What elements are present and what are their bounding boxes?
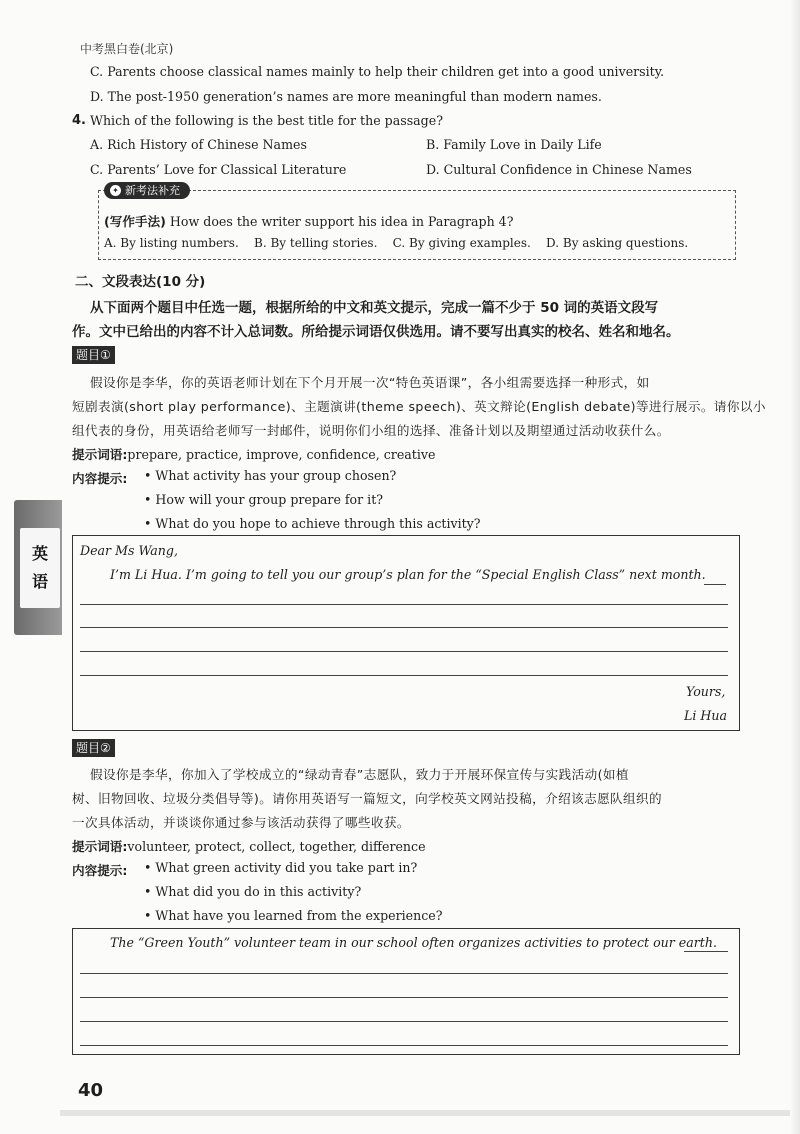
q4-stem: Which of the following is the best title for the passage?: [90, 113, 443, 128]
topic2-para-2: 树、旧物回收、垃圾分类倡导等)。请你用英语写一篇短文，向学校英文网站投稿，介绍该志愿队组织的: [72, 791, 663, 806]
answer-line[interactable]: [684, 951, 728, 952]
q4-option-d: D. Cultural Confidence in Chinese Names: [426, 162, 692, 177]
letter-signature: Li Hua: [684, 708, 727, 723]
answer-line[interactable]: [80, 675, 728, 676]
q4-option-b: B. Family Love in Daily Life: [426, 137, 602, 152]
bottom-edge: [60, 1110, 800, 1116]
topic1-bullet-3: • What do you hope to achieve through this activity?: [144, 516, 481, 531]
topic2-words-label: 提示词语:: [72, 839, 128, 854]
side-tab-label: 英语: [31, 544, 48, 591]
letter-closing: Yours,: [686, 684, 726, 699]
topic2-badge: 题目②: [72, 739, 115, 757]
technique-label: (写作手法): [104, 214, 166, 229]
supplement-options: A. By listing numbers. B. By telling stories. C. By giving examples. D. By asking questions.: [104, 236, 689, 250]
q4-option-c: C. Parents’ Love for Classical Literature: [90, 162, 347, 177]
answer-line[interactable]: [80, 1021, 728, 1022]
answer-line[interactable]: [704, 584, 726, 585]
topic1-words-label: 提示词语:: [72, 447, 128, 462]
topic1-para-3: 组代表的身份，用英语给老师写一封邮件，说明你们小组的选择、准备计划以及期望通过活动收获什么。: [72, 423, 670, 438]
topic2-words: volunteer, protect, collect, together, difference: [127, 839, 426, 854]
page-number: 40: [78, 1080, 104, 1101]
answer-line[interactable]: [80, 1045, 728, 1046]
supplement-question: [104, 211, 513, 230]
q3-option-c: C. Parents choose classical names mainly to help their children get into a good university.: [90, 64, 665, 79]
topic1-writing-box[interactable]: [72, 535, 740, 731]
topic1-para-1: 假设你是李华，你的英语老师计划在下个月开展一次“特色英语课”，各小组需要选择一种形式，如: [90, 375, 650, 390]
topic2-content-label: 内容提示:: [72, 863, 128, 878]
q4-option-a: A. Rich History of Chinese Names: [90, 137, 307, 152]
answer-line[interactable]: [80, 627, 728, 628]
letter-salutation: Dear Ms Wang,: [80, 543, 178, 558]
topic1-bullet-1: • What activity has your group chosen?: [144, 468, 397, 483]
answer-line[interactable]: [80, 973, 728, 974]
topic1-badge: 题目①: [72, 346, 115, 364]
badge-icon: ✦: [110, 185, 121, 196]
topic1-bullet-2: • How will your group prepare for it?: [144, 492, 384, 507]
section-instruction-2: 作。文中已给出的内容不计入总词数。所给提示词语仅供选用。请不要写出真实的校名、姓名和地名。: [72, 324, 680, 340]
answer-line[interactable]: [80, 651, 728, 652]
section-instruction-1: 从下面两个题目中任选一题，根据所给的中文和英文提示，完成一篇不少于 50 词的英语文段写: [90, 300, 659, 316]
topic2-words-line: [72, 836, 426, 855]
topic1-words-line: [72, 444, 435, 463]
topic1-content-label: 内容提示:: [72, 471, 128, 486]
answer-line[interactable]: [80, 997, 728, 998]
topic2-bullet-3: • What have you learned from the experience?: [144, 908, 443, 923]
supplement-tag: [104, 182, 190, 199]
supplement-stem: How does the writer support his idea in Paragraph 4?: [169, 214, 514, 229]
q3-option-d: D. The post-1950 generation’s names are more meaningful than modern names.: [90, 89, 602, 104]
page-edge-shadow: [790, 0, 800, 1134]
topic2-para-3: 一次具体活动，并谈谈你通过参与该活动获得了哪些收获。: [72, 815, 410, 830]
running-header: 中考黑白卷(北京): [80, 42, 174, 56]
supplement-tag-label: 新考法补充: [125, 184, 180, 197]
section-title: 二、文段表达(10 分): [75, 274, 206, 290]
answer-line[interactable]: [80, 604, 728, 605]
topic2-bullet-2: • What did you do in this activity?: [144, 884, 362, 899]
topic2-bullet-1: • What green activity did you take part in?: [144, 860, 418, 875]
topic1-para-2: 短剧表演(short play performance)、主题演讲(theme speech)、英文辩论(English debate)等进行展示。请你以小: [72, 399, 766, 414]
topic2-para-1: 假设你是李华，你加入了学校成立的“绿动青春”志愿队，致力于开展环保宣传与实践活动(如植: [90, 767, 629, 782]
topic1-words: prepare, practice, improve, confidence, creative: [127, 447, 436, 462]
letter-opening: I’m Li Hua. I’m going to tell you our group’s plan for the “Special English Class” next month.: [110, 567, 706, 582]
essay-opening: The “Green Youth” volunteer team in our school often organizes activities to protect our earth.: [110, 935, 717, 950]
q4-number: 4.: [72, 113, 86, 128]
